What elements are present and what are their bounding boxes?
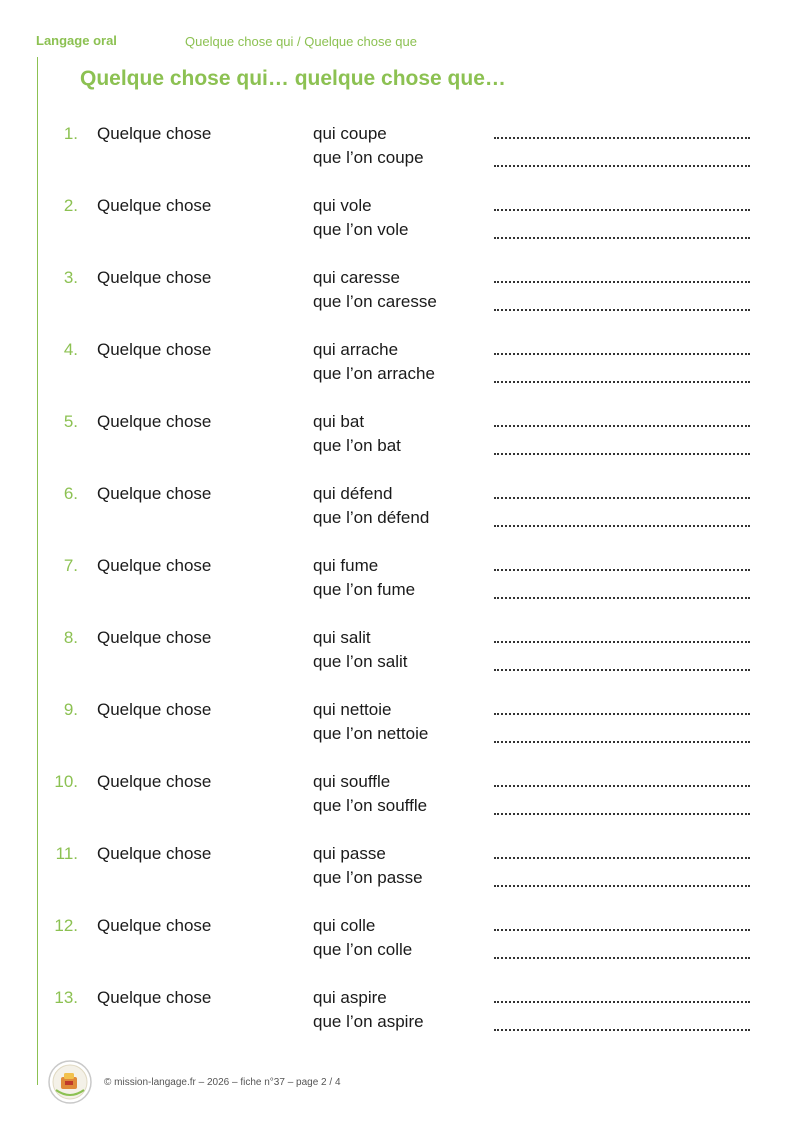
item-qui-phrase: qui bat: [313, 412, 365, 431]
item-que-phrase: que l’on colle: [313, 940, 413, 959]
answer-line-que[interactable]: [494, 309, 750, 311]
item-qui-phrase: qui passe: [313, 844, 386, 863]
item-number: 4.: [63, 340, 78, 359]
item-qui-phrase: qui vole: [313, 196, 372, 215]
item-number: 5.: [63, 412, 78, 431]
item-que-phrase: que l’on arrache: [313, 364, 435, 383]
item-que-phrase: que l’on bat: [313, 436, 401, 455]
item-qui-phrase: qui souffle: [313, 772, 391, 791]
item-qui-phrase: qui aspire: [313, 988, 387, 1007]
mission-langage-logo-icon: [48, 1060, 92, 1104]
exercise-item: [0, 196, 794, 244]
answer-line-que[interactable]: [494, 1029, 750, 1031]
item-number: 1.: [63, 124, 78, 143]
answer-line-que[interactable]: [494, 165, 750, 167]
item-subject: Quelque chose: [97, 916, 212, 935]
answer-line-que[interactable]: [494, 669, 750, 671]
answer-line-qui[interactable]: [494, 1001, 750, 1003]
answer-line-qui[interactable]: [494, 425, 750, 427]
footer-copyright: © mission-langage.fr – 2026 – fiche n°37 – page 2 / 4: [104, 1077, 341, 1088]
item-subject: Quelque chose: [97, 484, 212, 503]
exercise-item: [0, 412, 794, 460]
answer-line-qui[interactable]: [494, 137, 750, 139]
answer-line-que[interactable]: [494, 525, 750, 527]
answer-line-que[interactable]: [494, 957, 750, 959]
item-subject: Quelque chose: [97, 268, 212, 287]
item-number: 6.: [63, 484, 78, 503]
exercise-item: [0, 484, 794, 532]
item-que-phrase: que l’on fume: [313, 580, 416, 599]
item-qui-phrase: qui fume: [313, 556, 379, 575]
item-que-phrase: que l’on passe: [313, 868, 423, 887]
item-que-phrase: que l’on aspire: [313, 1012, 424, 1031]
item-qui-phrase: qui nettoie: [313, 700, 392, 719]
item-number: 11.: [55, 844, 78, 863]
exercise-item: [0, 916, 794, 964]
answer-line-que[interactable]: [494, 237, 750, 239]
item-subject: Quelque chose: [97, 340, 212, 359]
item-que-phrase: que l’on vole: [313, 220, 409, 239]
item-number: 7.: [63, 556, 78, 575]
item-qui-phrase: qui colle: [313, 916, 376, 935]
answer-line-qui[interactable]: [494, 353, 750, 355]
item-subject: Quelque chose: [97, 628, 212, 647]
item-que-phrase: que l’on caresse: [313, 292, 437, 311]
item-subject: Quelque chose: [97, 700, 212, 719]
answer-line-que[interactable]: [494, 885, 750, 887]
item-qui-phrase: qui coupe: [313, 124, 387, 143]
header-topic: Quelque chose qui / Quelque chose que: [185, 34, 418, 49]
exercise-item: [0, 268, 794, 316]
item-que-phrase: que l’on salit: [313, 652, 408, 671]
answer-line-qui[interactable]: [494, 281, 750, 283]
answer-line-qui[interactable]: [494, 641, 750, 643]
answer-line-qui[interactable]: [494, 569, 750, 571]
exercise-item: [0, 124, 794, 172]
item-number: 2.: [63, 196, 78, 215]
item-subject: Quelque chose: [97, 412, 212, 431]
answer-line-qui[interactable]: [494, 785, 750, 787]
item-qui-phrase: qui défend: [313, 484, 393, 503]
exercise-item: [0, 340, 794, 388]
item-subject: Quelque chose: [97, 772, 212, 791]
item-subject: Quelque chose: [97, 196, 212, 215]
answer-line-qui[interactable]: [494, 857, 750, 859]
item-subject: Quelque chose: [97, 844, 212, 863]
item-number: 12.: [54, 916, 78, 935]
item-que-phrase: que l’on nettoie: [313, 724, 429, 743]
item-qui-phrase: qui arrache: [313, 340, 399, 359]
header-section: Langage oral: [36, 33, 117, 48]
answer-line-qui[interactable]: [494, 209, 750, 211]
item-number: 3.: [63, 268, 78, 287]
answer-line-que[interactable]: [494, 381, 750, 383]
exercise-item: [0, 844, 794, 892]
item-number: 9.: [63, 700, 78, 719]
exercise-item: [0, 556, 794, 604]
answer-line-que[interactable]: [494, 741, 750, 743]
item-subject: Quelque chose: [97, 988, 212, 1007]
exercise-item: [0, 700, 794, 748]
item-qui-phrase: qui caresse: [313, 268, 400, 287]
item-que-phrase: que l’on défend: [313, 508, 430, 527]
answer-line-qui[interactable]: [494, 713, 750, 715]
answer-line-que[interactable]: [494, 813, 750, 815]
item-number: 8.: [63, 628, 78, 647]
exercise-item: [0, 772, 794, 820]
item-que-phrase: que l’on coupe: [313, 148, 424, 167]
answer-line-qui[interactable]: [494, 497, 750, 499]
item-que-phrase: que l’on souffle: [313, 796, 428, 815]
answer-line-que[interactable]: [494, 597, 750, 599]
page-title: Quelque chose qui… quelque chose que…: [80, 67, 506, 90]
answer-line-qui[interactable]: [494, 929, 750, 931]
item-subject: Quelque chose: [97, 556, 212, 575]
exercise-item: [0, 988, 794, 1036]
answer-line-que[interactable]: [494, 453, 750, 455]
item-number: 10.: [54, 772, 78, 791]
item-number: 13.: [54, 988, 78, 1007]
item-subject: Quelque chose: [97, 124, 212, 143]
item-qui-phrase: qui salit: [313, 628, 371, 647]
exercise-item: [0, 628, 794, 676]
